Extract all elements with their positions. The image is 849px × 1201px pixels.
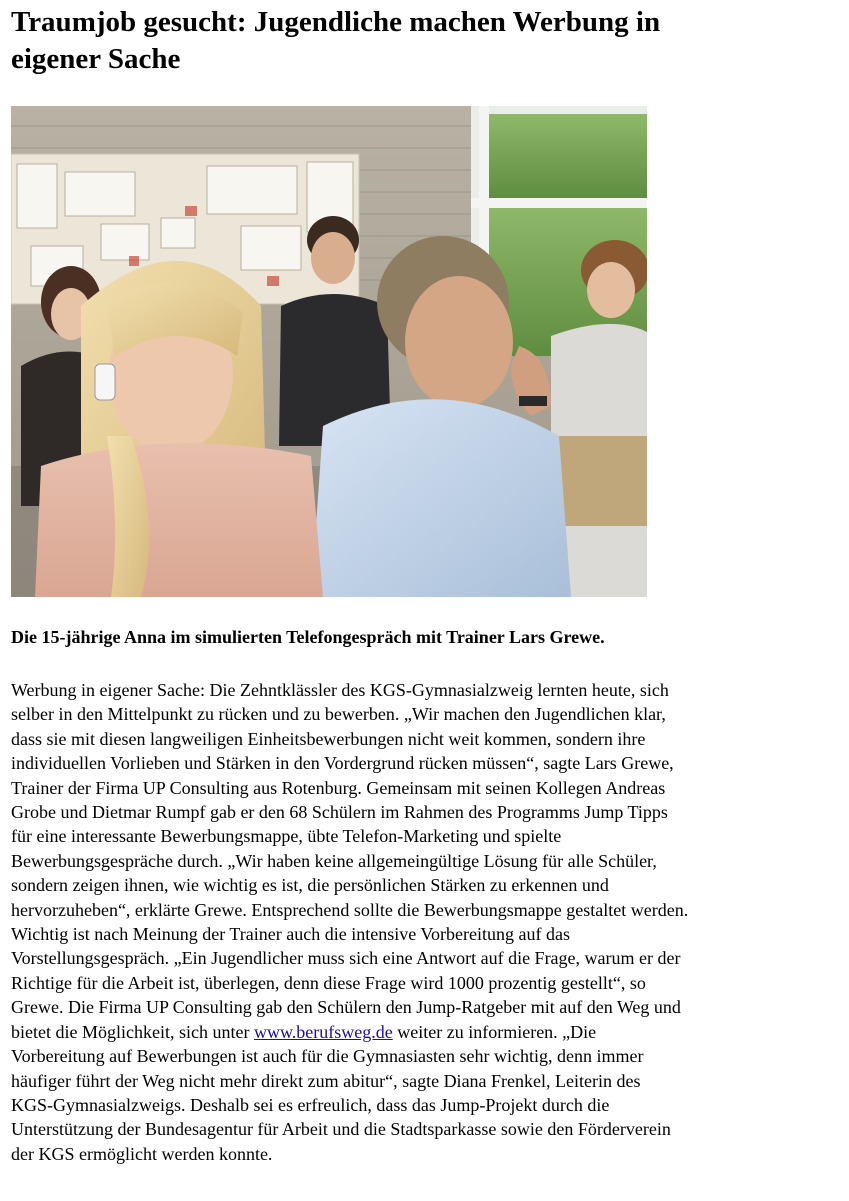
body-line-with-link <box>11 1020 845 1044</box>
article-photo <box>11 106 647 597</box>
article-body <box>11 678 845 1166</box>
body-line: Unterstützung der Bundesagentur für Arbeit und die Stadtsparkasse sowie den Förderverein <box>11 1119 671 1140</box>
body-line: Vorstellungsgespräch. „Ein Jugendlicher muss sich eine Antwort auf die Frage, warum er der <box>11 948 681 969</box>
body-line: hervorzuheben“, erklärte Grewe. Entsprechend sollte die Bewerbungsmappe gestaltet werden. <box>11 899 689 920</box>
berufsweg-link[interactable]: www.berufsweg.de <box>253 1021 393 1042</box>
body-line: selber in den Mittelpunkt zu rücken und zu bewerben. „Wir machen den Jugendlichen klar, <box>11 704 666 725</box>
body-line: Richtige für die Arbeit ist, überlegen, denn diese Frage wird 1000 prozentig gestellt“, so <box>11 972 646 993</box>
body-line: Grobe und Dietmar Rumpf gab er den 68 Schülern im Rahmen des Programms Jump Tipps <box>11 802 668 823</box>
photo-caption: Die 15-jährige Anna im simulierten Telefongespräch mit Trainer Lars Grewe. <box>11 627 605 647</box>
body-line: Werbung in eigener Sache: Die Zehntklässler des KGS-Gymnasialzweig lernten heute, sich <box>11 680 669 700</box>
body-line: dass sie mit diesen langweiligen Einheitsbewerbungen nicht weit kommen, sondern ihre <box>11 728 646 749</box>
body-line: für eine interessante Bewerbungsmappe, übte Telefon-Marketing und spielte <box>11 826 562 847</box>
body-line: sondern zeigen ihnen, wie wichtig es ist, die persönlichen Stärken zu erkennen und <box>11 875 609 896</box>
headline-line-1: Traumjob gesucht: Jugendliche machen Werbung in <box>11 6 661 38</box>
link-line-after: weiter zu informieren. „Die <box>392 1021 597 1042</box>
link-line-before: bietet die Möglichkeit, sich unter <box>11 1021 254 1042</box>
body-line: Trainer der Firma UP Consulting aus Rotenburg. Gemeinsam mit seinen Kollegen Andreas <box>11 777 666 798</box>
article-headline <box>11 4 831 78</box>
headline-line-2: eigener Sache <box>11 43 181 75</box>
body-line: Bewerbungsgespräche durch. „Wir haben keine allgemeingültige Lösung für alle Schüler, <box>11 850 657 871</box>
body-line: Vorbereitung auf Bewerbungen ist auch für die Gymnasiasten sehr wichtig, denn immer <box>11 1046 644 1067</box>
body-line: Grewe. Die Firma UP Consulting gab den Schülern den Jump-Ratgeber mit auf den Weg und <box>11 997 681 1018</box>
body-line: individuellen Vorlieben und Stärken in den Vordergrund rücken müssen“, sagte Lars Grewe, <box>11 753 674 774</box>
body-line: häufiger führt der Weg nicht mehr direkt zum abitur“, sagte Diana Frenkel, Leiterin des <box>11 1070 641 1091</box>
body-line: der KGS ermöglicht werden konnte. <box>11 1143 273 1164</box>
body-line: Wichtig ist nach Meinung der Trainer auch die intensive Vorbereitung auf das <box>11 924 570 945</box>
body-line: KGS-Gymnasialzweigs. Deshalb sei es erfreulich, dass das Jump-Projekt durch die <box>11 1094 610 1115</box>
